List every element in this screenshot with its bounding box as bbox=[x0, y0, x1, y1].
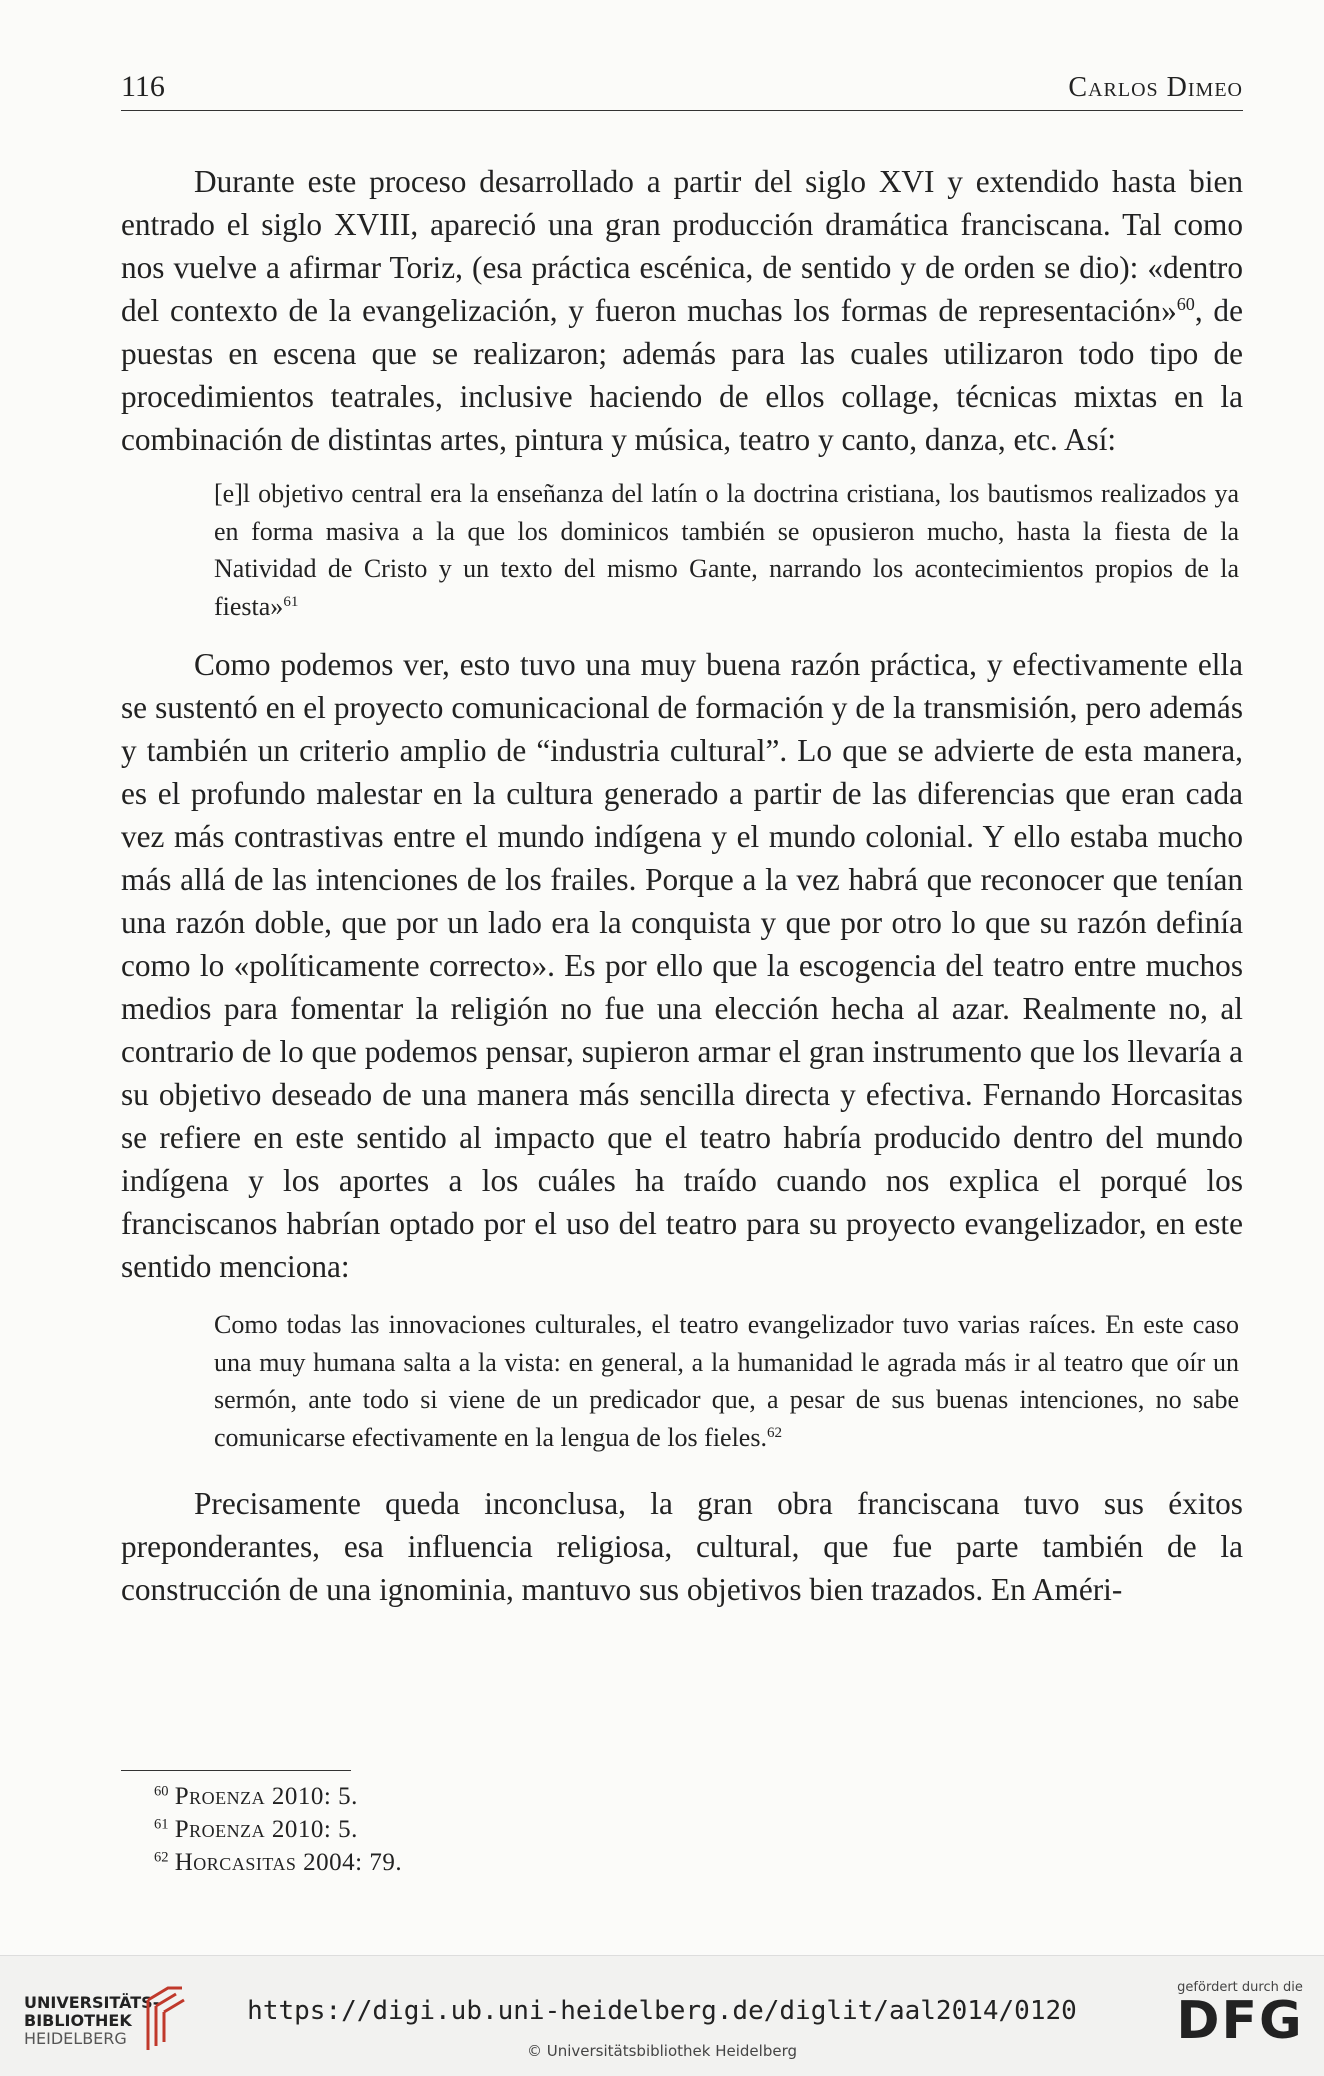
copyright-notice: © Universitätsbibliothek Heidelberg bbox=[526, 2042, 797, 2060]
library-name-line3: HEIDELBERG bbox=[24, 2029, 127, 2048]
footnote-divider bbox=[121, 1770, 351, 1771]
footnote-ref-62: 62 bbox=[766, 1424, 783, 1441]
body-text bbox=[121, 160, 1243, 1611]
block-quote-2 bbox=[121, 1306, 1243, 1456]
footnote-ref-60: 60 bbox=[1176, 294, 1195, 315]
footnote-reference: Proenza 2010: 5. bbox=[174, 1783, 358, 1810]
library-name-line1: UNIVERSITÄTS- bbox=[24, 1993, 160, 2012]
library-name-line2: BIBLIOTHEK bbox=[24, 2011, 132, 2030]
paragraph-1-continued: , de puestas en escena que se realizaron; además para las cuales utilizaron todo tipo de procedimientos teatrales, inclusive haciendo de ellos collage, técnicas mixtas en la combinación de distintas artes, pintura y música, teatro y canto, danza, etc. Así: bbox=[121, 293, 1243, 457]
footnote-61 bbox=[121, 1813, 1021, 1846]
footnote-ref-61: 61 bbox=[283, 593, 299, 610]
dfg-logo-icon: DFG bbox=[1176, 1991, 1304, 2051]
footnote-number: 61 bbox=[154, 1816, 169, 1833]
block-quote-1 bbox=[121, 475, 1243, 625]
footnote-reference: Proenza 2010: 5. bbox=[174, 1816, 358, 1843]
footnote-62 bbox=[121, 1846, 1021, 1879]
footnote-number: 62 bbox=[154, 1849, 169, 1866]
paragraph-3: Precisamente queda inconclusa, la gran obra franciscana tuvo sus éxitos preponderantes, esa influencia religiosa, cultural, que fue parte también de la construcción de una ignominia, mantuvo sus objetivos bien trazados. En Améri- bbox=[121, 1486, 1243, 1607]
footnote-reference: Horcasitas 2004: 79. bbox=[174, 1849, 403, 1876]
dfg-funding-logo[interactable] bbox=[1175, 1980, 1305, 2051]
footnote-60 bbox=[121, 1780, 1021, 1813]
paragraph-1 bbox=[121, 160, 1243, 461]
page-header bbox=[121, 66, 1243, 111]
viewer-footer bbox=[0, 1955, 1324, 2076]
funding-note: gefördert durch die bbox=[1177, 1980, 1303, 1995]
footnotes bbox=[121, 1780, 1021, 1879]
running-head-author: Carlos Dimeo bbox=[1068, 72, 1243, 103]
paragraph-2: Como podemos ver, esto tuvo una muy buena razón práctica, y efectivamente ella se sustentó en el proyecto comunicacional de formación y de la transmisión, pero además y también un criterio amplio de “industria cultural”. Lo que se advierte de esta manera, es el profundo malestar en la cultura generado a partir de las diferencias que eran cada vez más contrastivas entre el mundo indígena y el mundo colonial. Y ello estaba mucho más allá de las intenciones de los frailes. Porque a la vez habrá que reconocer que tenían una razón doble, que por un lado era la conquista y que por otro lo que su razón definía como lo «políticamente correcto». Es por ello que la escogencia del teatro entre muchos medios para fomentar la religión no fue una elección hecha al azar. Realmente no, al contrario de lo que podemos pensar, supieron armar el gran instrumento que los llevaría a su objetivo deseado de una manera más sencilla directa y efectiva. Fernando Horcasitas se refiere en este sentido al impacto que el teatro habría producido dentro del mundo indígena y los aportes a los cuáles ha traído cuando nos explica el porqué los franciscanos habrían optado por el uso del teatro para su proyecto evangelizador, en este sentido menciona: bbox=[121, 647, 1243, 1284]
block-quote-2-text: Como todas las innovaciones culturales, el teatro evangelizador tuvo varias raíces. En este caso una muy humana salta a la vista: en general, a la humanidad le agrada más ir al teatro que oír un sermón, ante todo si viene de un predicador que, a pesar de sus buenas intenciones, no sabe comunicarse efectivamente en la lengua de los fieles. bbox=[214, 1310, 1239, 1452]
block-quote-1-text: [e]l objetivo central era la enseñanza del latín o la doctrina cristiana, los bautismos realizados ya en forma masiva a la que los dominicos también se opusieron mucho, hasta la fiesta de la Natividad de Cristo y un texto del mismo Gante, narrando los acontecimientos propios de la fiesta» bbox=[214, 479, 1239, 621]
footnote-number: 60 bbox=[154, 1783, 169, 1800]
page-number: 116 bbox=[121, 70, 165, 103]
paragraph-1-text: Durante este proceso desarrollado a partir del siglo XVI y extendido hasta bien entrado el siglo XVIII, apareció una gran producción dramática franciscana. Tal como nos vuelve a afirmar Toriz, (esa práctica escénica, de sentido y de orden se dio): «dentro del contexto de la evangelización, y fueron muchas los formas de representación» bbox=[121, 164, 1243, 328]
permalink-url[interactable]: https://digi.ub.uni-heidelberg.de/diglit/aal2014/0120 bbox=[247, 1996, 1077, 2026]
